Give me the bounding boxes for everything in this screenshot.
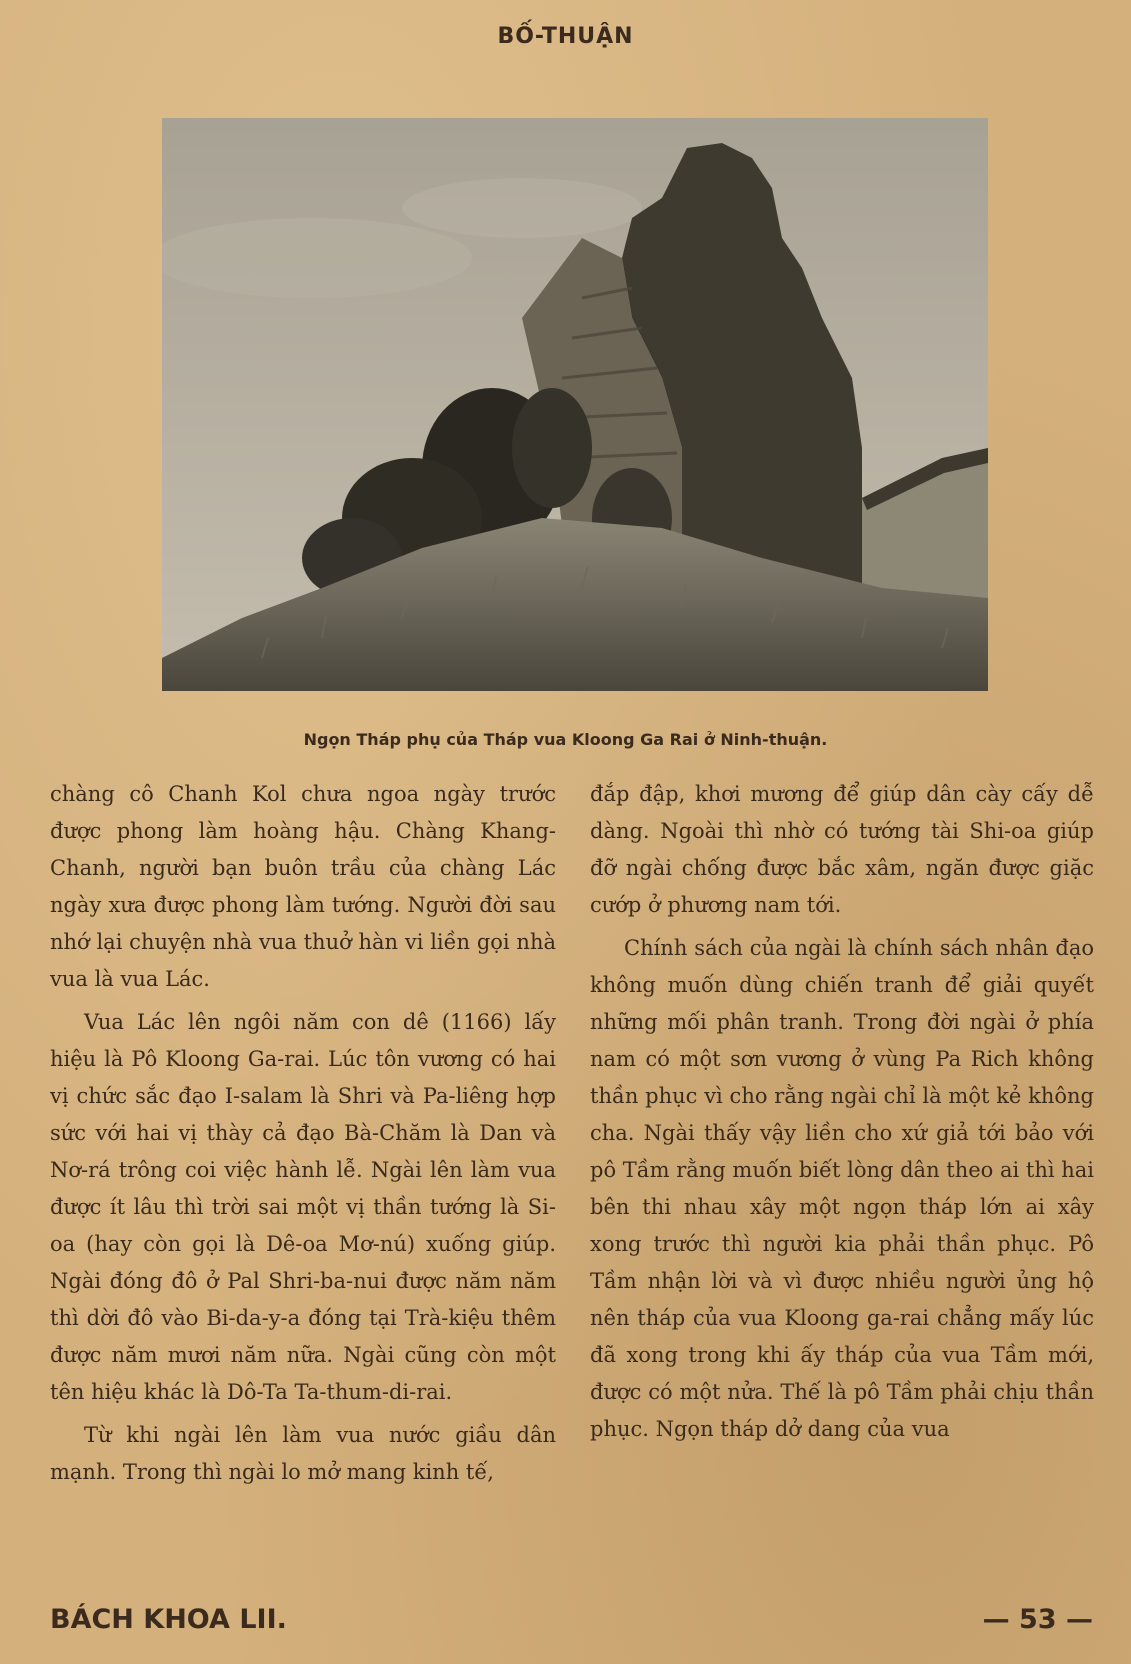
tower-photo [162,118,988,691]
right-paragraph-1: đắp đập, khơi mương để giúp dân cày cấy dễ dàng. Ngoài thì nhờ có tướng tài Shi-oa giúp đỡ ngài chống được bắc xâm, ngăn được giặc cướp ở phương nam tới. [590,782,1094,917]
right-paragraph-2: Chính sách của ngài là chính sách nhân đạo không muốn dùng chiến tranh để giải quyết những mối phân tranh. Trong đời ngài ở phía nam có một sơn vương ở vùng Pa Rich không thần phục vì cho rằng ngài chỉ là một kẻ không cha. Ngài thấy vậy liền cho xứ giả tới bảo với pô Tầm rằng muốn biết lòng dân theo ai thì hai bên thi nhau xây một ngọn tháp lớn ai xây xong trước thì người kia phải thần phục. Pô Tầm nhận lời và vì được nhiều người ủng hộ nên tháp của vua Kloong ga-rai chẳng mấy lúc đã xong trong khi ấy tháp của vua Tầm mới, được có một nửa. Thế là pô Tầm phải chịu thần phục. Ngọn tháp dở dang của vua [590,936,1095,1441]
publication-footer: BÁCH KHOA LII. [50,1604,287,1635]
left-paragraph-3: Từ khi ngài lên làm vua nước giầu dân mạnh. Trong thì ngài lo mở mang kinh tế, [50,1423,556,1484]
right-column [590,776,1094,1454]
left-paragraph-1: chàng cô Chanh Kol chưa ngoa ngày trước được phong làm hoàng hậu. Chàng Khang-Chanh, người bạn buôn trầu của chàng Lác ngày xưa được phong làm tướng. Người đời sau nhớ lại chuyện nhà vua thuở hàn vi liền gọi nhà vua là vua Lác. [50,782,556,991]
running-head: BỐ-THUẬN [497,24,634,49]
left-paragraph-2: Vua Lác lên ngôi năm con dê (1166) lấy hiệu là Pô Kloong Ga-rai. Lúc tôn vương có hai vị chức sắc đạo I-salam là Shri và Pa-liêng hợp sức với hai vị thày cả đạo Bà-Chăm là Dan và Nơ-rá trông coi việc hành lễ. Ngài lên làm vua được ít lâu thì trời sai một vị thần tướng là Si-oa (hay còn gọi là Dê-oa Mơ-nú) xuống giúp. Ngài đóng đô ở Pal Shri-ba-nui được năm năm thì dời đô vào Bi-da-y-a đóng tại Trà-kiệu thêm được năm mươi năm nữa. Ngài cũng còn một tên hiệu khác là Dô-Ta Ta-thum-di-rai. [50,1010,556,1404]
page-number: — 53 — [982,1604,1093,1635]
left-column [50,776,556,1497]
photo-caption: Ngọn Tháp phụ của Tháp vua Kloong Ga Rai ở Ninh-thuận. [303,730,828,749]
